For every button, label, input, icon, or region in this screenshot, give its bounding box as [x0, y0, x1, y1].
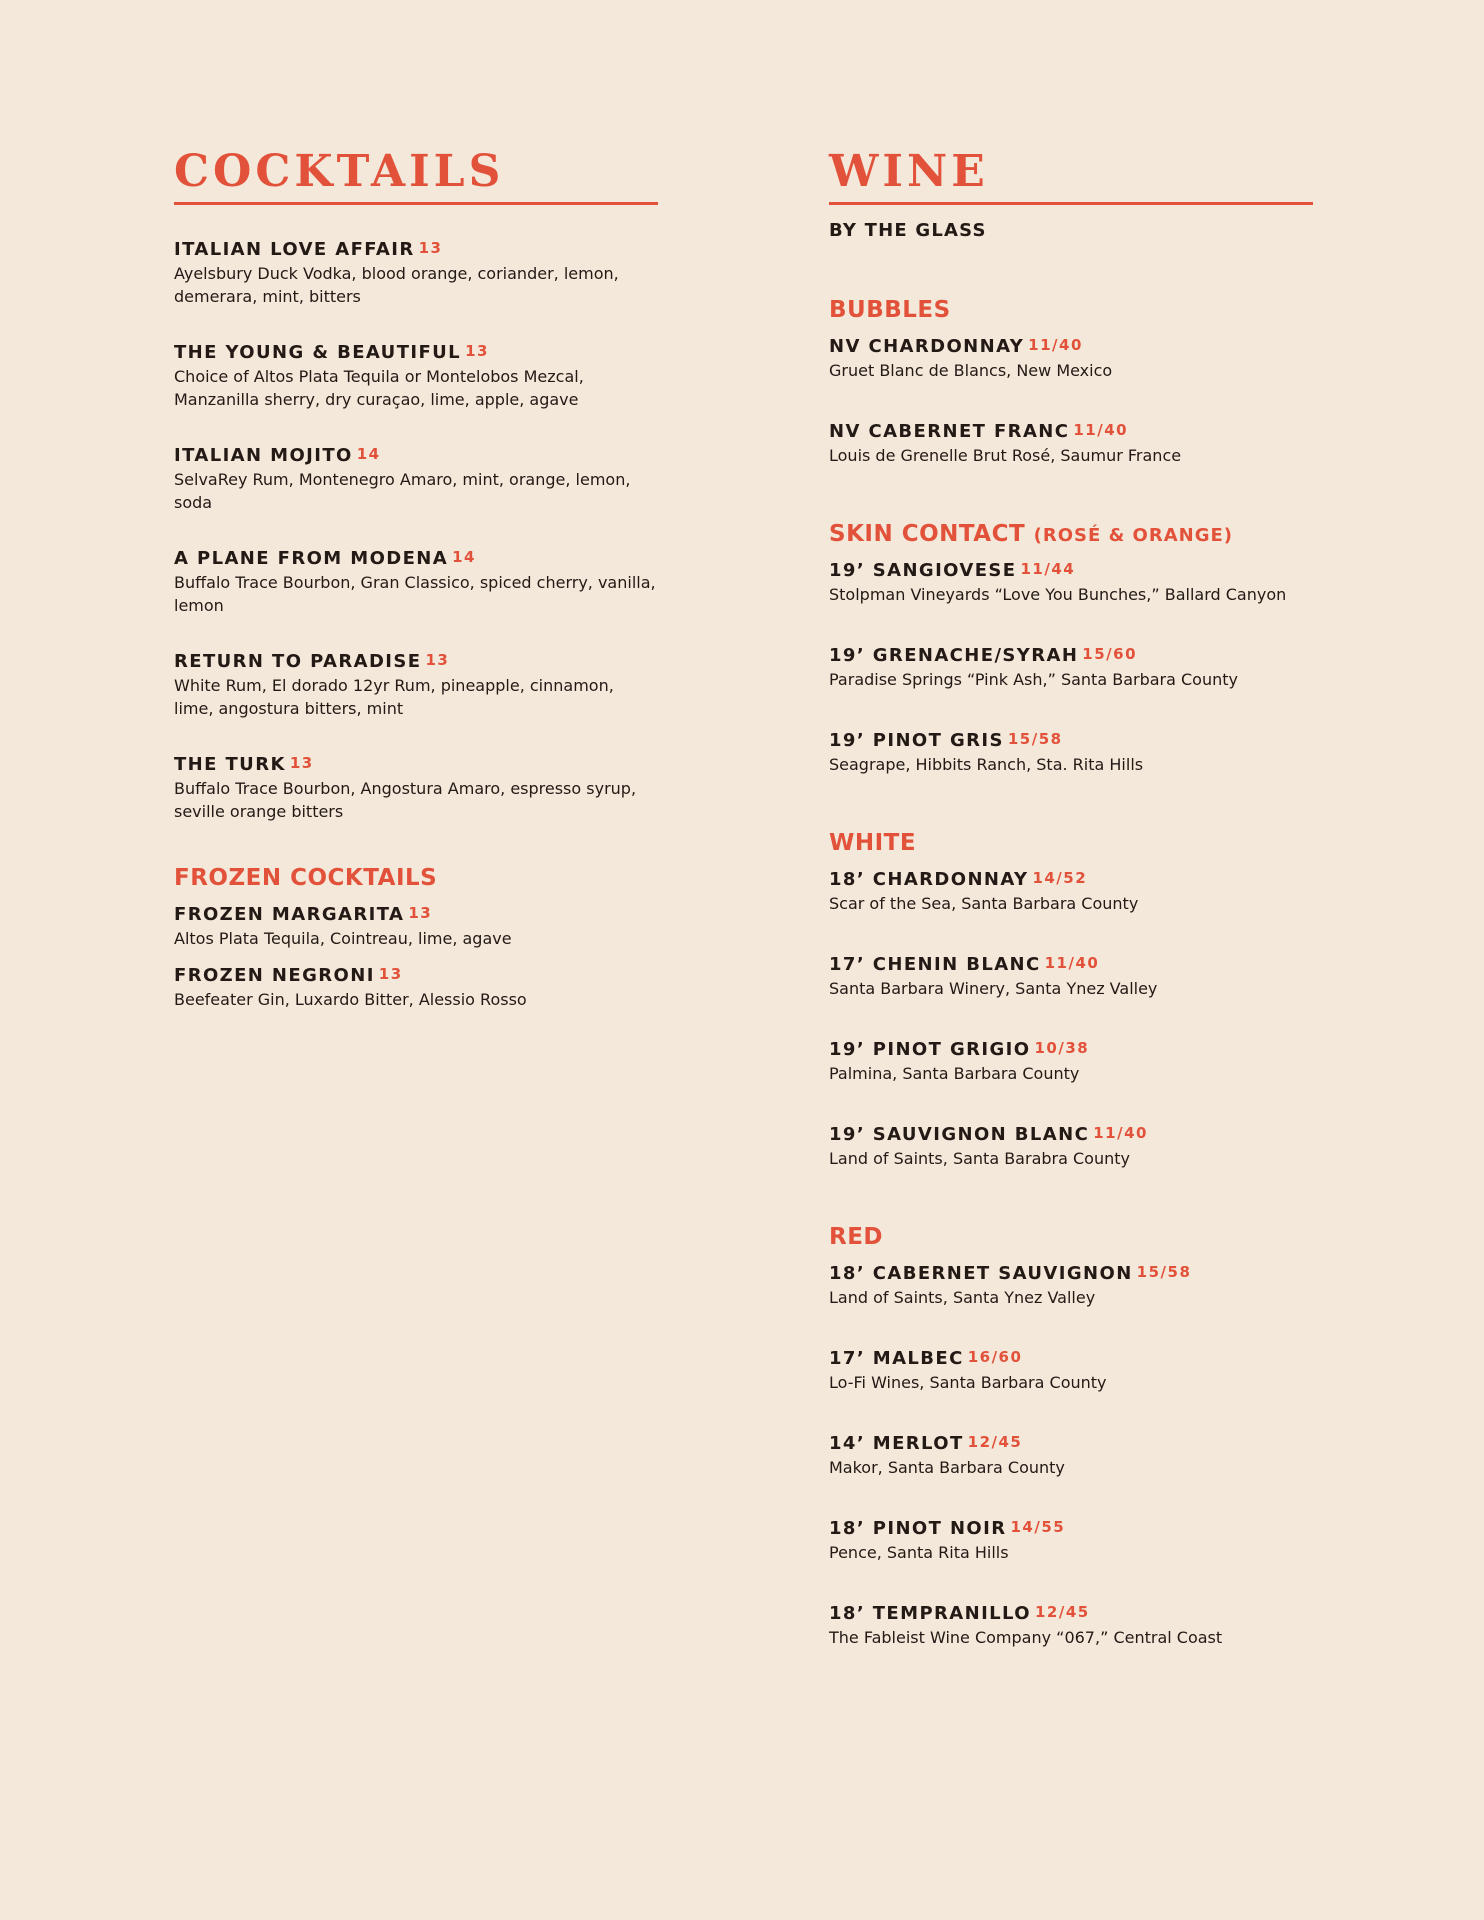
item-price: 16/60 — [967, 1348, 1023, 1366]
item-description: Stolpman Vineyards “Love You Bunches,” Ballard Canyon — [829, 585, 1287, 604]
item-description: Seagrape, Hibbits Ranch, Sta. Rita Hills — [829, 755, 1144, 774]
menu-item — [174, 545, 658, 617]
menu-item — [829, 1600, 1313, 1649]
item-price: 13 — [425, 651, 450, 669]
item-description: Makor, Santa Barbara County — [829, 1458, 1065, 1477]
menu-item — [829, 642, 1313, 691]
by-the-glass-subtitle: BY THE GLASS — [829, 220, 987, 241]
item-price: 14/55 — [1010, 1518, 1066, 1536]
wine-title: WINE — [829, 146, 989, 197]
item-price: 12/45 — [1034, 1603, 1090, 1621]
item-name: ITALIAN LOVE AFFAIR — [174, 239, 415, 260]
item-description: Paradise Springs “Pink Ash,” Santa Barbara County — [829, 670, 1238, 689]
section-title: WHITE — [829, 830, 917, 856]
menu-item — [174, 236, 658, 308]
item-description: Choice of Altos Plata Tequila or Montelobos Mezcal, Manzanilla sherry, dry curaçao, lime, apple, agave — [174, 367, 584, 409]
item-price: 15/60 — [1082, 645, 1138, 663]
menu-item — [829, 418, 1313, 467]
item-name: NV CABERNET FRANC — [829, 421, 1070, 442]
item-name: 19’ PINOT GRIGIO — [829, 1039, 1031, 1060]
item-description: Ayelsbury Duck Vodka, blood orange, coriander, lemon, demerara, mint, bitters — [174, 264, 619, 306]
item-description: Lo-Fi Wines, Santa Barbara County — [829, 1373, 1107, 1392]
menu-item — [829, 1515, 1313, 1564]
menu-item — [829, 1260, 1313, 1309]
item-price: 14 — [452, 548, 476, 566]
bubbles-section — [829, 299, 1313, 467]
item-description: Land of Saints, Santa Ynez Valley — [829, 1288, 1096, 1307]
item-name: 19’ SAUVIGNON BLANC — [829, 1124, 1090, 1145]
menu-item — [174, 901, 658, 950]
item-name: 18’ CHARDONNAY — [829, 869, 1029, 890]
item-price: 12/45 — [967, 1433, 1023, 1451]
item-description: SelvaRey Rum, Montenegro Amaro, mint, orange, lemon, soda — [174, 470, 631, 512]
cocktails-column — [174, 146, 658, 1011]
wine-column — [829, 146, 1313, 1649]
menu-item — [174, 751, 658, 823]
item-price: 11/40 — [1028, 336, 1083, 354]
item-name: 14’ MERLOT — [829, 1433, 964, 1454]
item-price: 13 — [378, 965, 403, 983]
item-name: RETURN TO PARADISE — [174, 651, 422, 672]
menu-item — [174, 962, 658, 1011]
item-name: FROZEN MARGARITA — [174, 904, 405, 925]
item-description: Altos Plata Tequila, Cointreau, lime, agave — [174, 929, 512, 948]
menu-item — [829, 1430, 1313, 1479]
item-name: A PLANE FROM MODENA — [174, 548, 449, 569]
wine-divider — [829, 202, 1313, 205]
item-price: 13 — [289, 754, 314, 772]
item-price: 14/52 — [1032, 869, 1088, 887]
section-title: BUBBLES — [829, 297, 951, 323]
menu-item — [829, 557, 1313, 606]
item-price: 13 — [465, 342, 489, 360]
item-name: 19’ PINOT GRIS — [829, 730, 1004, 751]
menu-item — [829, 1345, 1313, 1394]
item-price: 14 — [356, 445, 381, 463]
red-section — [829, 1226, 1313, 1649]
item-name: 18’ CABERNET SAUVIGNON — [829, 1263, 1133, 1284]
item-description: Scar of the Sea, Santa Barbara County — [829, 894, 1139, 913]
menu-item — [829, 866, 1313, 915]
section-title: FROZEN COCKTAILS — [174, 865, 438, 891]
item-name: 17’ CHENIN BLANC — [829, 954, 1041, 975]
menu-item — [829, 1121, 1313, 1170]
item-description: Louis de Grenelle Brut Rosé, Saumur France — [829, 446, 1182, 465]
item-name: 19’ SANGIOVESE — [829, 560, 1017, 581]
section-title-text: SKIN CONTACT — [829, 521, 1026, 547]
item-description: Santa Barbara Winery, Santa Ynez Valley — [829, 979, 1158, 998]
frozen-cocktails-section — [174, 867, 658, 1011]
section-title — [829, 523, 1313, 546]
item-name: ITALIAN MOJITO — [174, 445, 353, 466]
item-price: 11/40 — [1093, 1124, 1148, 1142]
item-name: 18’ PINOT NOIR — [829, 1518, 1007, 1539]
item-price: 13 — [408, 904, 433, 922]
item-price: 15/58 — [1136, 1263, 1192, 1281]
item-description: Buffalo Trace Bourbon, Gran Classico, spiced cherry, vanilla, lemon — [174, 573, 656, 615]
item-price: 11/44 — [1020, 560, 1076, 578]
item-name: 17’ MALBEC — [829, 1348, 964, 1369]
white-section — [829, 832, 1313, 1170]
item-name: THE YOUNG & BEAUTIFUL — [174, 342, 462, 363]
cocktails-divider — [174, 202, 658, 205]
item-description: Gruet Blanc de Blancs, New Mexico — [829, 361, 1113, 380]
item-description: Beefeater Gin, Luxardo Bitter, Alessio Rosso — [174, 990, 527, 1009]
cocktails-title: COCKTAILS — [174, 146, 505, 197]
item-price: 10/38 — [1034, 1039, 1090, 1057]
item-description: White Rum, El dorado 12yr Rum, pineapple, cinnamon, lime, angostura bitters, mint — [174, 676, 614, 718]
menu-item — [174, 648, 658, 720]
skin-contact-section — [829, 523, 1313, 776]
item-name: FROZEN NEGRONI — [174, 965, 375, 986]
item-name: 19’ GRENACHE/SYRAH — [829, 645, 1079, 666]
item-description: Buffalo Trace Bourbon, Angostura Amaro, espresso syrup, seville orange bitters — [174, 779, 637, 821]
item-price: 11/40 — [1073, 421, 1129, 439]
item-price: 11/40 — [1044, 954, 1100, 972]
menu-item — [829, 951, 1313, 1000]
menu-item — [174, 442, 658, 514]
item-description: Land of Saints, Santa Barabra County — [829, 1149, 1130, 1168]
section-title-note: (ROSÉ & ORANGE) — [1033, 525, 1234, 546]
item-name: 18’ TEMPRANILLO — [829, 1603, 1031, 1624]
menu-item — [174, 339, 658, 411]
menu-item — [829, 1036, 1313, 1085]
item-price: 15/58 — [1007, 730, 1063, 748]
item-price: 13 — [418, 239, 443, 257]
menu-item — [829, 333, 1313, 382]
menu-item — [829, 727, 1313, 776]
item-description: Palmina, Santa Barbara County — [829, 1064, 1080, 1083]
item-description: The Fableist Wine Company “067,” Central Coast — [829, 1628, 1223, 1647]
item-name: NV CHARDONNAY — [829, 336, 1025, 357]
item-name: THE TURK — [174, 754, 286, 775]
section-title: RED — [829, 1224, 884, 1250]
item-description: Pence, Santa Rita Hills — [829, 1543, 1009, 1562]
